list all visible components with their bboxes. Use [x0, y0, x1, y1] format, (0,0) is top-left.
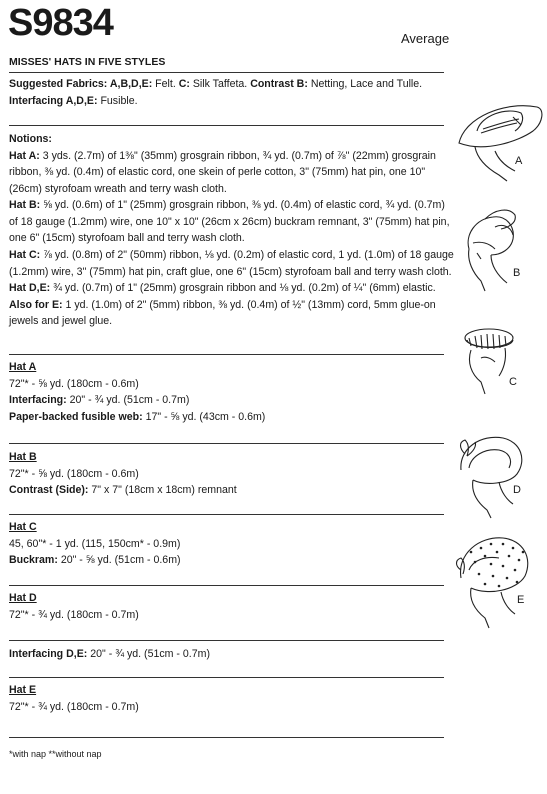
notion-line: ¾ yd. (0.7m) of 1" (25mm) grosgrain ribbon and ⅛ yd. (0.2m) of ¼" (6mm) elastic. [50, 282, 436, 295]
notion-label: Hat B: [9, 199, 41, 212]
notion-label: Hat A: [9, 149, 40, 162]
hat-c-buckram: 20" - ⅝ yd. (51cm - 0.6m) [57, 554, 181, 567]
notion-line: (26cm) styrofoam wreath and terry wash cloth. [9, 182, 227, 195]
notion-line: ribbon, ⅜ yd. (0.4m) of elastic cord, one skein of perle cotton, 3" (75mm) hat pin, one 10" [9, 166, 426, 179]
hat-c-buckram-label: Buckram: [9, 554, 58, 567]
interfacing-line [9, 93, 449, 110]
illustration-letter: C [509, 376, 517, 388]
interfacing-de-text: 20" - ¾ yd. (51cm - 0.7m) [87, 648, 210, 660]
divider [9, 72, 444, 73]
hat-a-main: 72"* - ⅝ yd. (180cm - 0.6m) [9, 377, 139, 390]
fabrics-text: Felt. [152, 78, 179, 90]
yardage-hat-c [9, 519, 449, 569]
notion-line: ⅝ yd. (0.6m) of 1" (25mm) grosgrain ribbon, ⅜ yd. (0.4m) of elastic cord, ¾ yd. (0.7m) [40, 199, 445, 212]
notion-line: jewels and jewel glue. [9, 315, 113, 328]
notion-line: 3 yds. (2.7m) of 1⅜" (35mm) grosgrain ribbon, ¾ yd. (0.7m) of ⅞" (22mm) grosgrain [39, 149, 436, 162]
brimmed-bow-hat-icon [455, 430, 545, 520]
notion-hat-c [9, 247, 454, 280]
divider [9, 640, 444, 641]
illustration-letter: B [513, 267, 521, 279]
hat-a-fusible-label: Paper-backed fusible web: [9, 410, 143, 423]
hat-e-main: 72"* - ¾ yd. (180cm - 0.7m) [9, 700, 139, 713]
notion-hat-b [9, 197, 449, 247]
pattern-number: S9834 [8, 2, 113, 44]
jeweled-hat-icon [455, 530, 545, 630]
divider [9, 354, 444, 355]
fabrics-c-text: Silk Taffeta. [189, 78, 251, 90]
hat-b-main: 72"* - ⅝ yd. (180cm - 0.6m) [9, 467, 139, 480]
hat-a-interfacing-label: Interfacing: [9, 394, 67, 407]
hat-c-main: 45, 60"* - 1 yd. (115, 150cm* - 0.9m) [9, 537, 181, 550]
illustration-letter: A [515, 155, 523, 167]
yardage-hat-e [9, 682, 449, 715]
divider [9, 677, 444, 678]
notion-also-e [9, 297, 449, 330]
divider [9, 443, 444, 444]
notions-heading: Notions: [9, 133, 52, 145]
style-title: MISSES' HATS IN FIVE STYLES [9, 56, 166, 68]
hat-a-interfacing: 20" - ¾ yd. (51cm - 0.7m) [66, 394, 190, 407]
hat-b-contrast-label: Contrast (Side): [9, 484, 89, 497]
notion-label: Hat C: [9, 249, 41, 262]
hat-b-contrast: 7" x 7" (18cm x 18cm) remnant [88, 484, 237, 497]
notion-line: 1 yd. (1.0m) of 2" (5mm) ribbon, ⅜ yd. (0.4m) of ½" (13mm) cord, 5mm glue-on [62, 298, 436, 311]
bow-hat-icon [455, 205, 545, 295]
notion-line: (1.2mm) wire, 3" (75mm) hat pin, craft glue, one 6" (15cm) styrofoam ball and terry wash cloth. [9, 265, 452, 278]
hat-a-heading: Hat A [9, 361, 37, 373]
illustration-letter: D [513, 484, 521, 496]
hat-c-heading: Hat C [9, 521, 37, 533]
interfacing-de [9, 646, 449, 663]
size-label: Average [401, 31, 450, 46]
contrast-text: Netting, Lace and Tulle. [307, 78, 423, 90]
hat-d-main: 72"* - ¾ yd. (180cm - 0.7m) [9, 608, 139, 621]
divider [9, 514, 444, 515]
interfacing-text: Fusible. [97, 95, 138, 107]
divider [9, 125, 444, 126]
interfacing-de-label: Interfacing D,E: [9, 648, 88, 660]
suggested-fabrics [9, 76, 449, 93]
divider [9, 737, 444, 738]
footnote: *with nap **without nap [9, 749, 102, 759]
yardage-hat-d [9, 590, 449, 623]
illustration-letter: E [517, 594, 525, 606]
illustration-b [455, 205, 545, 295]
wide-brim-hat-icon [455, 95, 545, 183]
notions-list [9, 148, 454, 331]
notion-line: of 18 gauge (1.2mm) wire, one 10" x 10" (26cm x 26cm) buckram remnant, 3" (75mm) hat pin, [9, 215, 450, 228]
divider [9, 585, 444, 586]
notion-label: Hat D,E: [9, 282, 51, 295]
hat-e-heading: Hat E [9, 684, 37, 696]
pleated-pillbox-hat-icon [455, 318, 545, 398]
contrast-label: Contrast B: [250, 78, 308, 90]
hat-a-fusible: 17" - ⅝ yd. (43cm - 0.6m) [142, 410, 266, 423]
hat-b-heading: Hat B [9, 451, 37, 463]
notion-line: ⅞ yd. (0.8m) of 2" (50mm) ribbon, ⅛ yd. (0.2m) of elastic cord, 1 yd. (1.0m) of 18 gauge [40, 249, 454, 262]
illustration-a [455, 95, 545, 183]
notion-hat-de [9, 280, 449, 297]
notion-hat-a [9, 148, 449, 198]
interfacing-label: Interfacing A,D,E: [9, 95, 98, 107]
fabrics-c-label: C: [178, 78, 190, 90]
yardage-hat-a [9, 359, 449, 425]
hat-d-heading: Hat D [9, 592, 37, 604]
yardage-hat-b [9, 449, 449, 499]
notion-label: Also for E: [9, 298, 63, 311]
illustration-d [455, 430, 545, 520]
fabrics-label: Suggested Fabrics: A,B,D,E: [9, 78, 153, 90]
illustration-e [455, 530, 545, 630]
notion-line: one 6" (15cm) styrofoam ball and terry wash cloth. [9, 232, 245, 245]
illustration-c [455, 318, 545, 398]
